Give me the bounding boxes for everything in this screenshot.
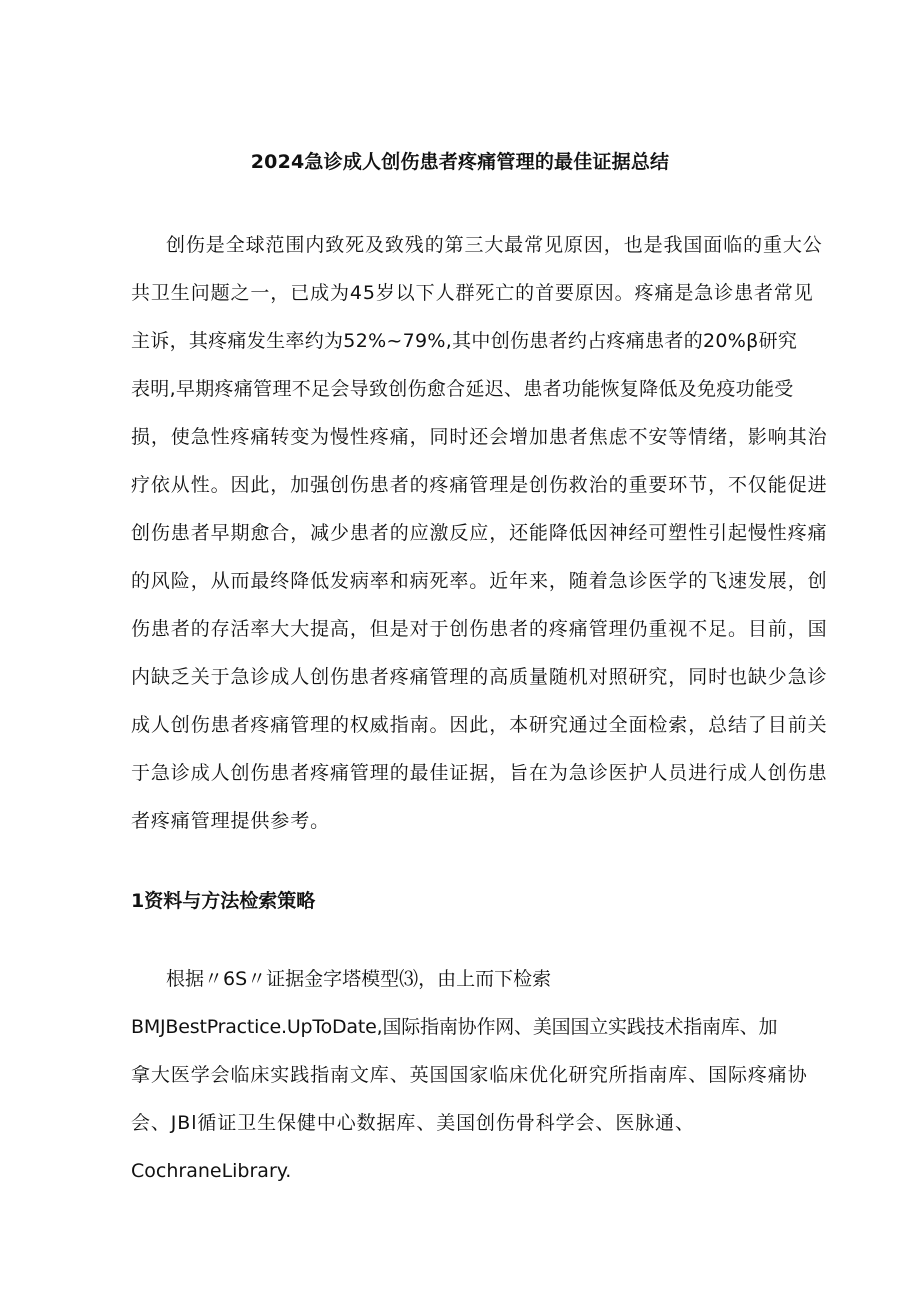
paragraph-line: 于急诊成人创伤患者疼痛管理的最佳证据，旨在为急诊医护人员进行成人创伤患 <box>131 762 828 784</box>
paragraph-line: BMJBestPractice.UpToDate,国际指南协作网、美国国立实践技术指南库、加 <box>131 1016 778 1038</box>
section-heading: 1资料与方法检索策略 <box>131 890 316 912</box>
paragraph-line: 表明,早期疼痛管理不足会导致创伤愈合延迟、患者功能恢复降低及免疫功能受 <box>131 378 794 400</box>
paragraph-line: 创伤患者早期愈合，减少患者的应激反应，还能降低因神经可塑性引起慢性疼痛 <box>131 522 828 544</box>
paragraph-line: 创伤是全球范围内致死及致残的第三大最常见原因，也是我国面临的重大公 <box>166 234 823 256</box>
paragraph-line: 损，使急性疼痛转变为慢性疼痛，同时还会增加患者焦虑不安等情绪，影响其治 <box>131 426 828 448</box>
paragraph-line: 成人创伤患者疼痛管理的权威指南。因此，本研究通过全面检索，总结了目前关 <box>131 714 828 736</box>
paragraph-line: 的风险，从而最终降低发病率和病死率。近年来，随着急诊医学的飞速发展，创 <box>131 570 828 592</box>
paragraph-line: 会、JBl循证卫生保健中心数据库、美国创伤骨科学会、医脉通、 <box>131 1112 695 1134</box>
paragraph-line: 共卫生问题之一，已成为45岁以下人群死亡的首要原因。疼痛是急诊患者常见 <box>131 282 814 304</box>
paragraph-line: 者疼痛管理提供参考。 <box>131 810 331 832</box>
paragraph-line: CochraneLibrary. <box>131 1160 292 1182</box>
document-title: 2024急诊成人创伤患者疼痛管理的最佳证据总结 <box>250 151 670 173</box>
paragraph-line: 内缺乏关于急诊成人创伤患者疼痛管理的高质量随机对照研究，同时也缺少急诊 <box>131 666 828 688</box>
paragraph-line: 根据〃6S〃证据金字塔模型⑶，由上而下检索 <box>166 968 552 990</box>
paragraph-line: 拿大医学会临床实践指南文库、英国国家临床优化研究所指南库、国际疼痛协 <box>131 1064 808 1086</box>
paragraph-line: 疗依从性。因此，加强创伤患者的疼痛管理是创伤救治的重要环节，不仅能促进 <box>131 474 828 496</box>
paragraph-line: 主诉，其疼痛发生率约为52%~79%,其中创伤患者约占疼痛患者的20%β研究 <box>131 330 798 352</box>
paragraph-line: 伤患者的存活率大大提高，但是对于创伤患者的疼痛管理仍重视不足。目前，国 <box>131 618 828 640</box>
